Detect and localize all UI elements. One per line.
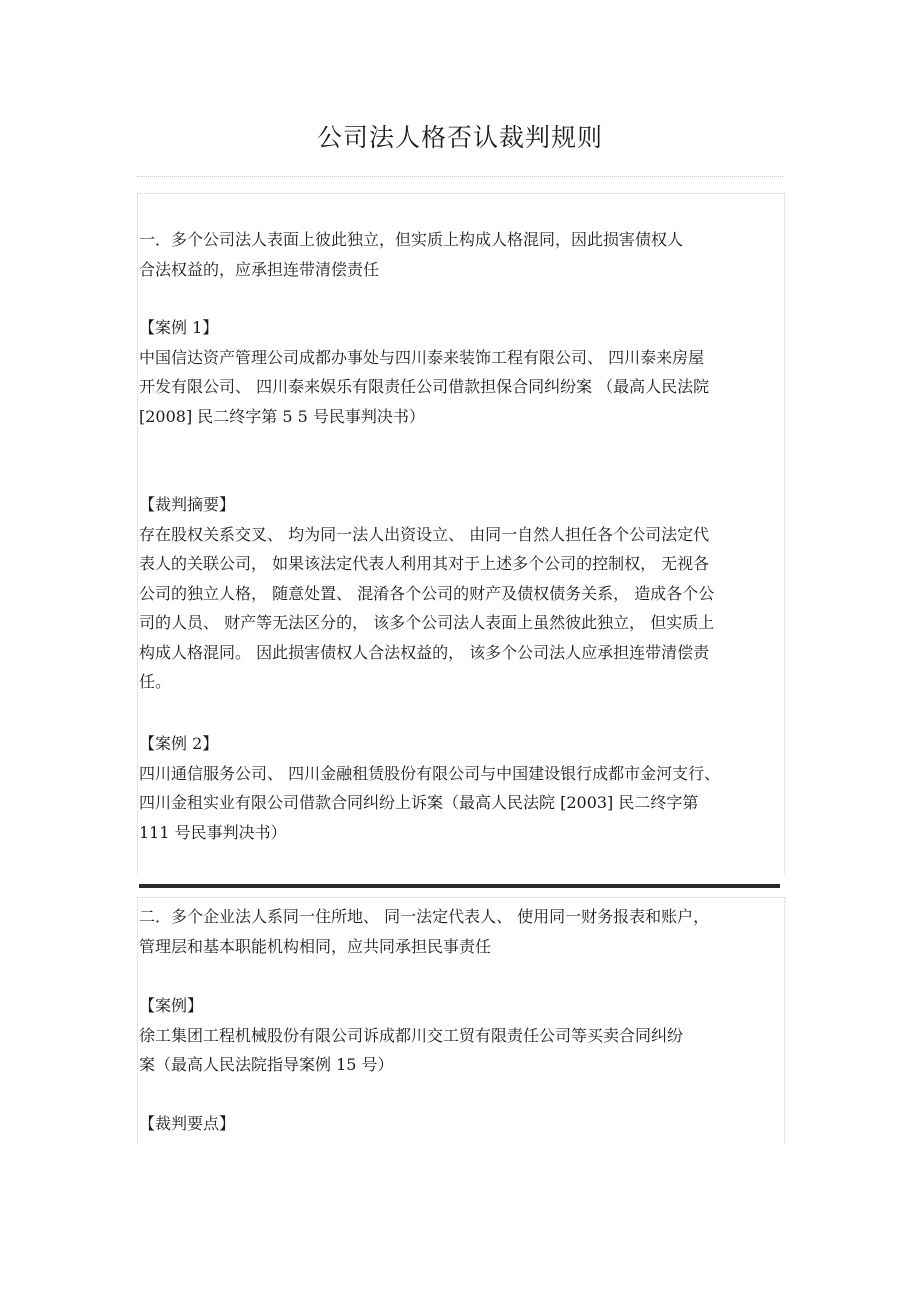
- section-two-heading: [139, 902, 779, 961]
- section-one-heading-line: 合法权益的，应承担连带清偿责任: [139, 259, 380, 279]
- case-one-line: 开发有限公司、 四川泰来娱乐有限责任公司借款担保合同纠纷案 （最高人民法院: [139, 377, 710, 396]
- summary-label: 【裁判摘要】: [139, 495, 236, 514]
- summary-line: 任。: [139, 672, 172, 691]
- case-two-line: 四川通信服务公司、 四川金融租赁股份有限公司与中国建设银行成都市金河支行、: [139, 763, 721, 783]
- section-two-case-line: 徐工集团工程机械股份有限公司诉成都川交工贸有限责任公司等买卖合同纠纷: [139, 1025, 684, 1045]
- summary-line: 司的人员、 财产等无法区分的， 该多个公司法人表面上虽然彼此独立， 但实质上: [139, 613, 715, 632]
- section-divider: [139, 884, 780, 888]
- summary-line: 存在股权关系交叉、 均为同一法人出资设立、 由同一自然人担任各个公司法定代: [139, 524, 710, 544]
- section-two-heading-line: 二．多个企业法人系同一住所地、 同一法定代表人、 使用同一财务报表和账户，: [139, 907, 710, 926]
- case-one-line: 中国信达资产管理公司成都办事处与四川泰来装饰工程有限公司、 四川泰来房屋: [139, 347, 705, 367]
- section-two-case-block: [139, 991, 779, 1080]
- case-two-line: 111 号民事判决书）: [139, 822, 287, 842]
- case-two-label: 【案例 2】: [139, 734, 219, 753]
- section-two-points-label: 【裁判要点】: [139, 1114, 236, 1133]
- case-one-block: [139, 313, 779, 431]
- section-one-heading: [139, 225, 779, 284]
- summary-line: 公司的独立人格， 随意处置、 混淆各个公司的财产及债权债务关系， 造成各个公: [139, 583, 715, 603]
- summary-block: [139, 490, 779, 697]
- document-title: 公司法人格否认裁判规则: [316, 123, 603, 152]
- summary-line: 构成人格混同。 因此损害债权人合法权益的， 该多个公司法人应承担连带清偿责: [139, 642, 710, 662]
- section-two-heading-line: 管理层和基本职能机构相同，应共同承担民事责任: [139, 936, 492, 956]
- section-two-points-block: [139, 1109, 779, 1139]
- section-two-case-label: 【案例】: [139, 996, 204, 1015]
- case-two-line: 四川金租实业有限公司借款合同纠纷上诉案（最高人民法院 [2003] 民二终字第: [139, 793, 699, 812]
- section-two-case-line: 案（最高人民法院指导案例 15 号）: [139, 1055, 394, 1074]
- case-one-line: [2008] 民二终字第 5 5 号民事判决书）: [139, 406, 425, 426]
- title-divider: [137, 176, 783, 177]
- section-one-heading-line: 一．多个公司法人表面上彼此独立，但实质上构成人格混同，因此损害债权人: [139, 230, 684, 249]
- case-one-label: 【案例 1】: [139, 318, 219, 337]
- summary-line: 表人的关联公司， 如果该法定代表人利用其对于上述多个公司的控制权， 无视各: [139, 554, 710, 573]
- case-two-block: [139, 729, 779, 847]
